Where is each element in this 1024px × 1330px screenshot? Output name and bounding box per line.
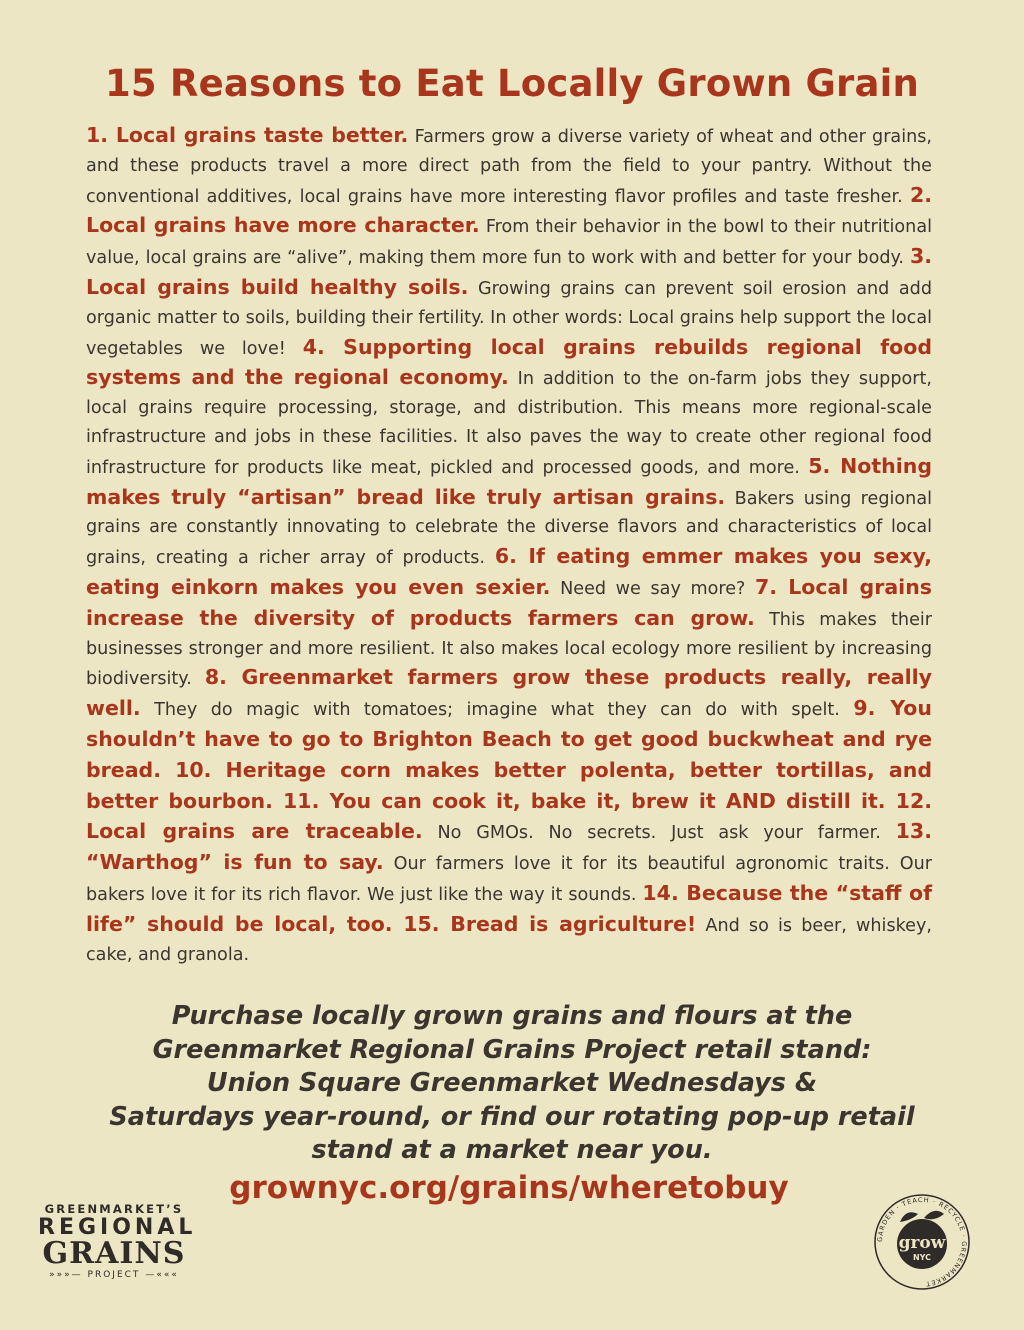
cta-line: Saturdays year-round, or find our rotating pop-up retail <box>109 1101 915 1132</box>
reason-8-text: They do magic with tomatoes; imagine what they can do with spelt. <box>154 700 840 721</box>
grownyc-seal-icon <box>872 1192 972 1292</box>
cta-line: Greenmarket Regional Grains Project retail stand: <box>152 1034 872 1065</box>
reasons-paragraph <box>86 121 932 969</box>
seal-ring-text: GARDEN · TEACH · RECYCLE · GREENMARKET <box>875 1195 969 1288</box>
reason-6-text: Need we say more? <box>560 578 746 599</box>
reason-13-text: Our farmers love it for its beautiful agronomic traits. Our bakers love it for its rich flavor. We just like the way it sounds. <box>86 854 932 905</box>
call-to-action <box>60 1000 964 1168</box>
logo-project-text: PROJECT <box>87 1270 141 1280</box>
cta-line: Purchase locally grown grains and flours at the <box>171 1001 853 1031</box>
reason-4-text: In addition to the on-farm jobs they support, local grains require processing, storage, and distribution. This means more regional-scale infrastructure and jobs in these facilities. It also paves the way to create other regional food infrastructure for products like meat, pickled and processed goods, and more. <box>86 369 933 478</box>
reason-2-text: From their behavior in the bowl to their nutritional value, local grains are “alive”, making them more fun to work with and better for your body. <box>86 217 932 269</box>
cta-line: Union Square Greenmarket Wednesdays & <box>206 1068 818 1098</box>
logo-line-grains: GRAINS <box>42 1236 186 1271</box>
regional-grains-project-logo <box>38 1202 197 1292</box>
reason-7-text: This makes their businesses stronger and more resilient. It also makes local ecology more resilient by increasing biodiversity. <box>86 609 933 690</box>
reason-13-heading: 13. “Warthog” is fun to say. <box>86 819 932 875</box>
reason-3-text: Growing grains can prevent soil erosion and add organic matter to soils, building their fertility. In other words: Local grains help support the local vegetables we love! <box>86 278 933 359</box>
nyc-word: NYC <box>912 1253 932 1262</box>
reason-6-heading: 6. If eating emmer makes you sexy, eating einkorn makes you even sexier. <box>86 544 933 599</box>
reason-5-text: Bakers using regional grains are constantly innovating to celebrate the diverse flavors and characteristics of local grains, creating a richer array of products. <box>86 488 932 569</box>
page-title: 15 Reasons to Eat Locally Grown Grain <box>104 62 920 105</box>
reason-4-heading: 4. Supporting local grains rebuilds regional food systems and the regional economy. <box>86 334 933 390</box>
where-to-buy-link[interactable]: grownyc.org/grains/wheretobuy <box>229 1170 789 1206</box>
logo-line-regional: REGIONAL <box>38 1215 197 1240</box>
logo-line-greenmarkets: GREENMARKET’S <box>44 1202 184 1216</box>
logo-line-project <box>38 1270 190 1280</box>
grow-word: grow <box>898 1233 946 1253</box>
wheat-left-icon: »»»— <box>49 1270 83 1280</box>
reason-1-text: Farmers grow a diverse variety of wheat and other grains, and these products travel a more direct path from the field to your pantry. Without the conventional additives, local grains have more interesting flavor profiles and taste fresher. <box>86 127 933 207</box>
reason-8-heading: 8. Greenmarket farmers grow these products really, really well. <box>86 665 932 721</box>
reasons-9-12-heading: 9. You shouldn’t have to go to Brighton Beach to get good buckwheat and rye bread. 10. Heritage corn makes better polenta, better tortillas, and better bourbon. 11. You can cook it, bake it, brew it AND distill it. 12. Local grains are traceable. <box>86 696 932 844</box>
cta-line: stand at a market near you. <box>311 1135 713 1165</box>
reasons-14-15-heading: 14. Because the “staff of life” should be local, too. 15. Bread is agriculture! <box>86 880 933 936</box>
reason-3-heading: 3. Local grains build healthy soils. <box>86 244 932 299</box>
wheat-right-icon: —««« <box>145 1270 179 1280</box>
reason-7-heading: 7. Local grains increase the diversity of products farmers can grow. <box>86 574 932 630</box>
reason-5-heading: 5. Nothing makes truly “artisan” bread like truly artisan grains. <box>86 453 933 509</box>
reason-2-heading: 2. Local grains have more character. <box>86 182 932 238</box>
reason-15-text: And so is beer, whiskey, cake, and granola. <box>86 915 932 965</box>
reason-1-heading: 1. Local grains taste better. <box>86 123 409 147</box>
grownyc-logo <box>872 1192 972 1292</box>
reason-12-text: No GMOs. No secrets. Just ask your farmer. <box>437 823 881 844</box>
